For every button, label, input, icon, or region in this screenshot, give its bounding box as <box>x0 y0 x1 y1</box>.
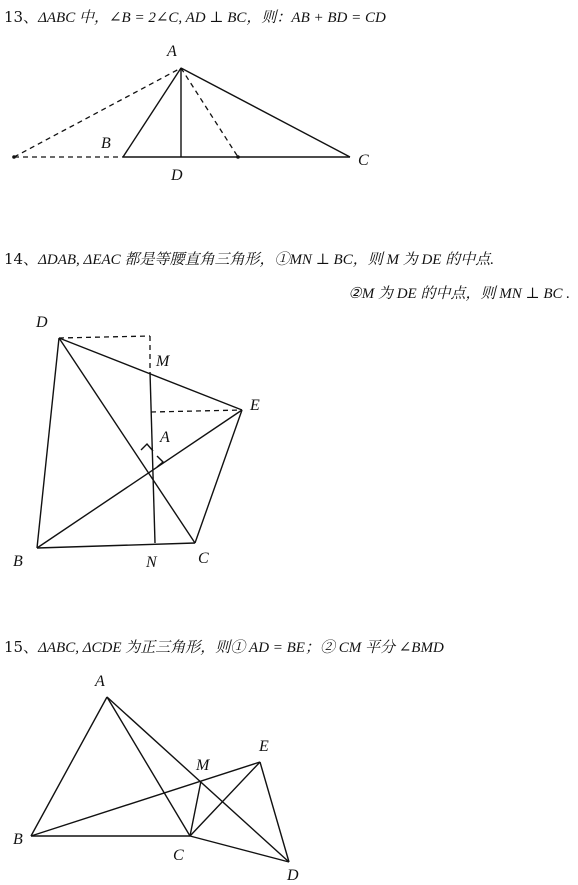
segment-bc <box>37 543 195 548</box>
label-m: M <box>156 353 170 370</box>
label-b: B <box>13 831 23 848</box>
label-a: A <box>160 429 170 446</box>
segment-dc <box>59 338 195 543</box>
problem-14-number: 14、 <box>4 250 39 268</box>
segment-ad <box>107 697 289 862</box>
figure-15 <box>13 673 299 884</box>
label-n: N <box>146 554 157 571</box>
right-angle-mark <box>157 456 163 467</box>
segment-db <box>37 338 59 548</box>
label-d: D <box>287 867 299 884</box>
segment-ac <box>181 68 350 157</box>
label-a: A <box>167 43 177 60</box>
point-dot <box>236 155 240 159</box>
label-c: C <box>358 152 369 169</box>
figure-14 <box>13 314 260 571</box>
segment-ce <box>195 410 242 543</box>
label-c: C <box>198 550 209 567</box>
label-m: M <box>196 757 210 774</box>
dashed-mid <box>151 410 242 412</box>
problem-14-statement-2: ②M 为 DE 的中点，则 MN ⊥ BC . <box>348 286 570 302</box>
segment-ed <box>260 762 289 862</box>
label-a: A <box>95 673 105 690</box>
label-b: B <box>13 553 23 570</box>
segment-mn <box>150 372 155 543</box>
dashed-top <box>59 336 150 338</box>
problem-13-number: 13、 <box>4 8 39 26</box>
problem-13-statement: ΔABC 中，∠B = 2∠C, AD ⊥ BC，则：AB + BD = CD <box>38 10 386 26</box>
right-angle-mark <box>141 444 153 451</box>
figure-13 <box>12 43 369 184</box>
label-d: D <box>171 167 183 184</box>
dashed-aux-left <box>14 68 181 157</box>
point-dot <box>12 155 16 159</box>
segment-ac <box>107 697 190 836</box>
label-e: E <box>259 738 269 755</box>
label-c: C <box>173 847 184 864</box>
dashed-aux-right <box>181 68 238 157</box>
segment-be <box>37 410 242 548</box>
problem-14-statement: ΔDAB, ΔEAC 都是等腰直角三角形，①MN ⊥ BC，则 M 为 DE 的中点. <box>38 252 494 268</box>
problem-15-number: 15、 <box>4 638 39 656</box>
label-b: B <box>101 135 111 152</box>
label-e: E <box>250 397 260 414</box>
segment-ab <box>123 68 181 157</box>
segment-cm <box>190 781 201 836</box>
problem-15-statement: ΔABC, ΔCDE 为正三角形，则① AD = BE；② CM 平分 ∠BMD <box>38 640 444 656</box>
label-d: D <box>36 314 48 331</box>
